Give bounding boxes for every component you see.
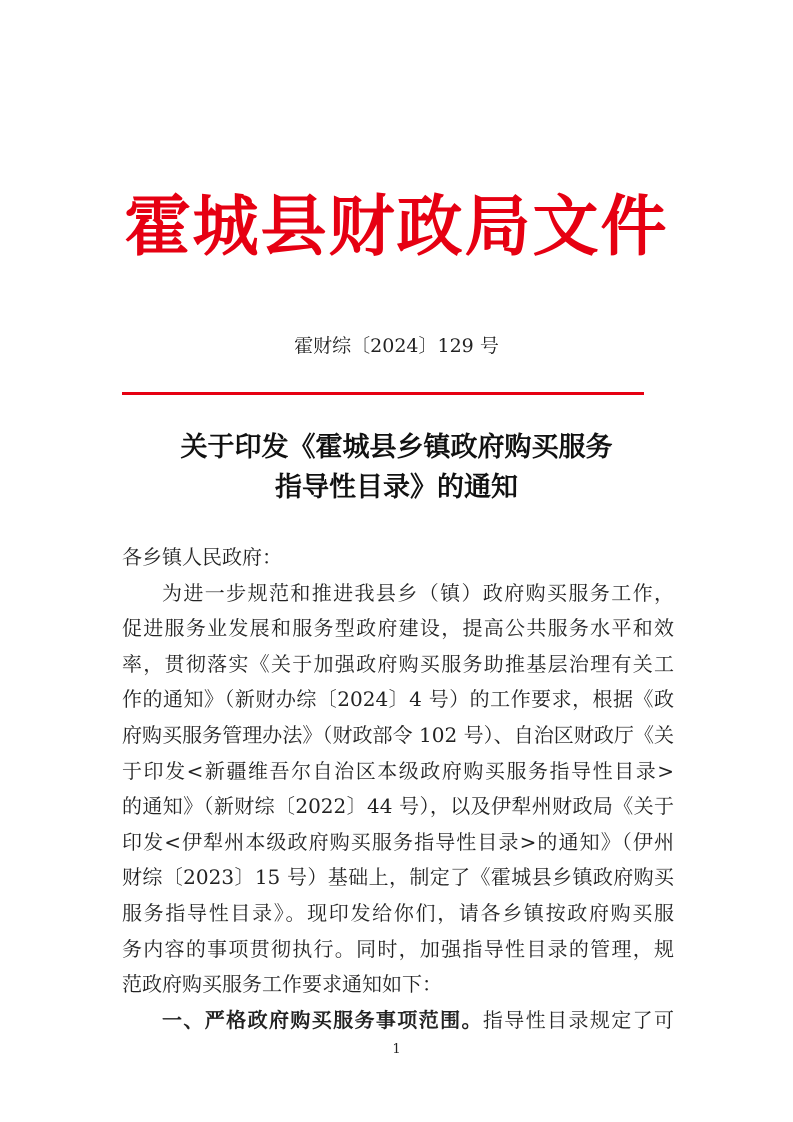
notice-title [0, 428, 793, 508]
body-line: 的通知》（新财综〔2022〕44 号），以及伊犁州财政局《关于 [122, 794, 674, 819]
section-1-heading: 一、严格政府购买服务事项范围。 [162, 1007, 483, 1032]
red-divider-line [122, 392, 644, 395]
body-line: 务内容的事项贯彻执行。同时，加强指导性目录的管理，规 [122, 936, 674, 961]
section-1-text: 指导性目录规定了可 [482, 1007, 674, 1032]
body-line: 印发<伊犁州本级政府购买服务指导性目录>的通知》（伊州 [122, 829, 674, 854]
body-line: 率，贯彻落实《关于加强政府购买服务助推基层治理有关工 [122, 651, 674, 676]
document-header-title: 霍城县财政局文件 [124, 187, 669, 265]
section-1-paragraph [122, 1003, 674, 1039]
notice-title-line-2: 指导性目录》的通知 [275, 472, 518, 503]
page-number: 1 [392, 1042, 401, 1057]
body-line: 服务指导性目录》。现印发给你们，请各乡镇按政府购买服 [122, 900, 674, 925]
body-line: 府购买服务管理办法》（财政部令 102 号）、自治区财政厅《关 [122, 722, 674, 747]
body-line: 范政府购买服务工作要求通知如下： [122, 972, 442, 997]
notice-body [122, 540, 674, 1038]
body-line: 作的通知》（新财办综〔2024〕4 号）的工作要求，根据《政 [122, 687, 674, 712]
addressee: 各乡镇人民政府： [122, 545, 282, 569]
body-line: 于印发<新疆维吾尔自治区本级政府购买服务指导性目录> [122, 758, 674, 783]
notice-title-line-1: 关于印发《霍城县乡镇政府购买服务 [180, 432, 613, 463]
body-line: 财综〔2023〕15 号）基础上，制定了《霍城县乡镇政府购买 [122, 865, 674, 890]
body-line: 为进一步规范和推进我县乡（镇）政府购买服务工作， [162, 580, 674, 605]
document-number: 霍财综〔2024〕129 号 [294, 335, 499, 357]
body-line: 促进服务业发展和服务型政府建设，提高公共服务水平和效 [122, 616, 674, 641]
